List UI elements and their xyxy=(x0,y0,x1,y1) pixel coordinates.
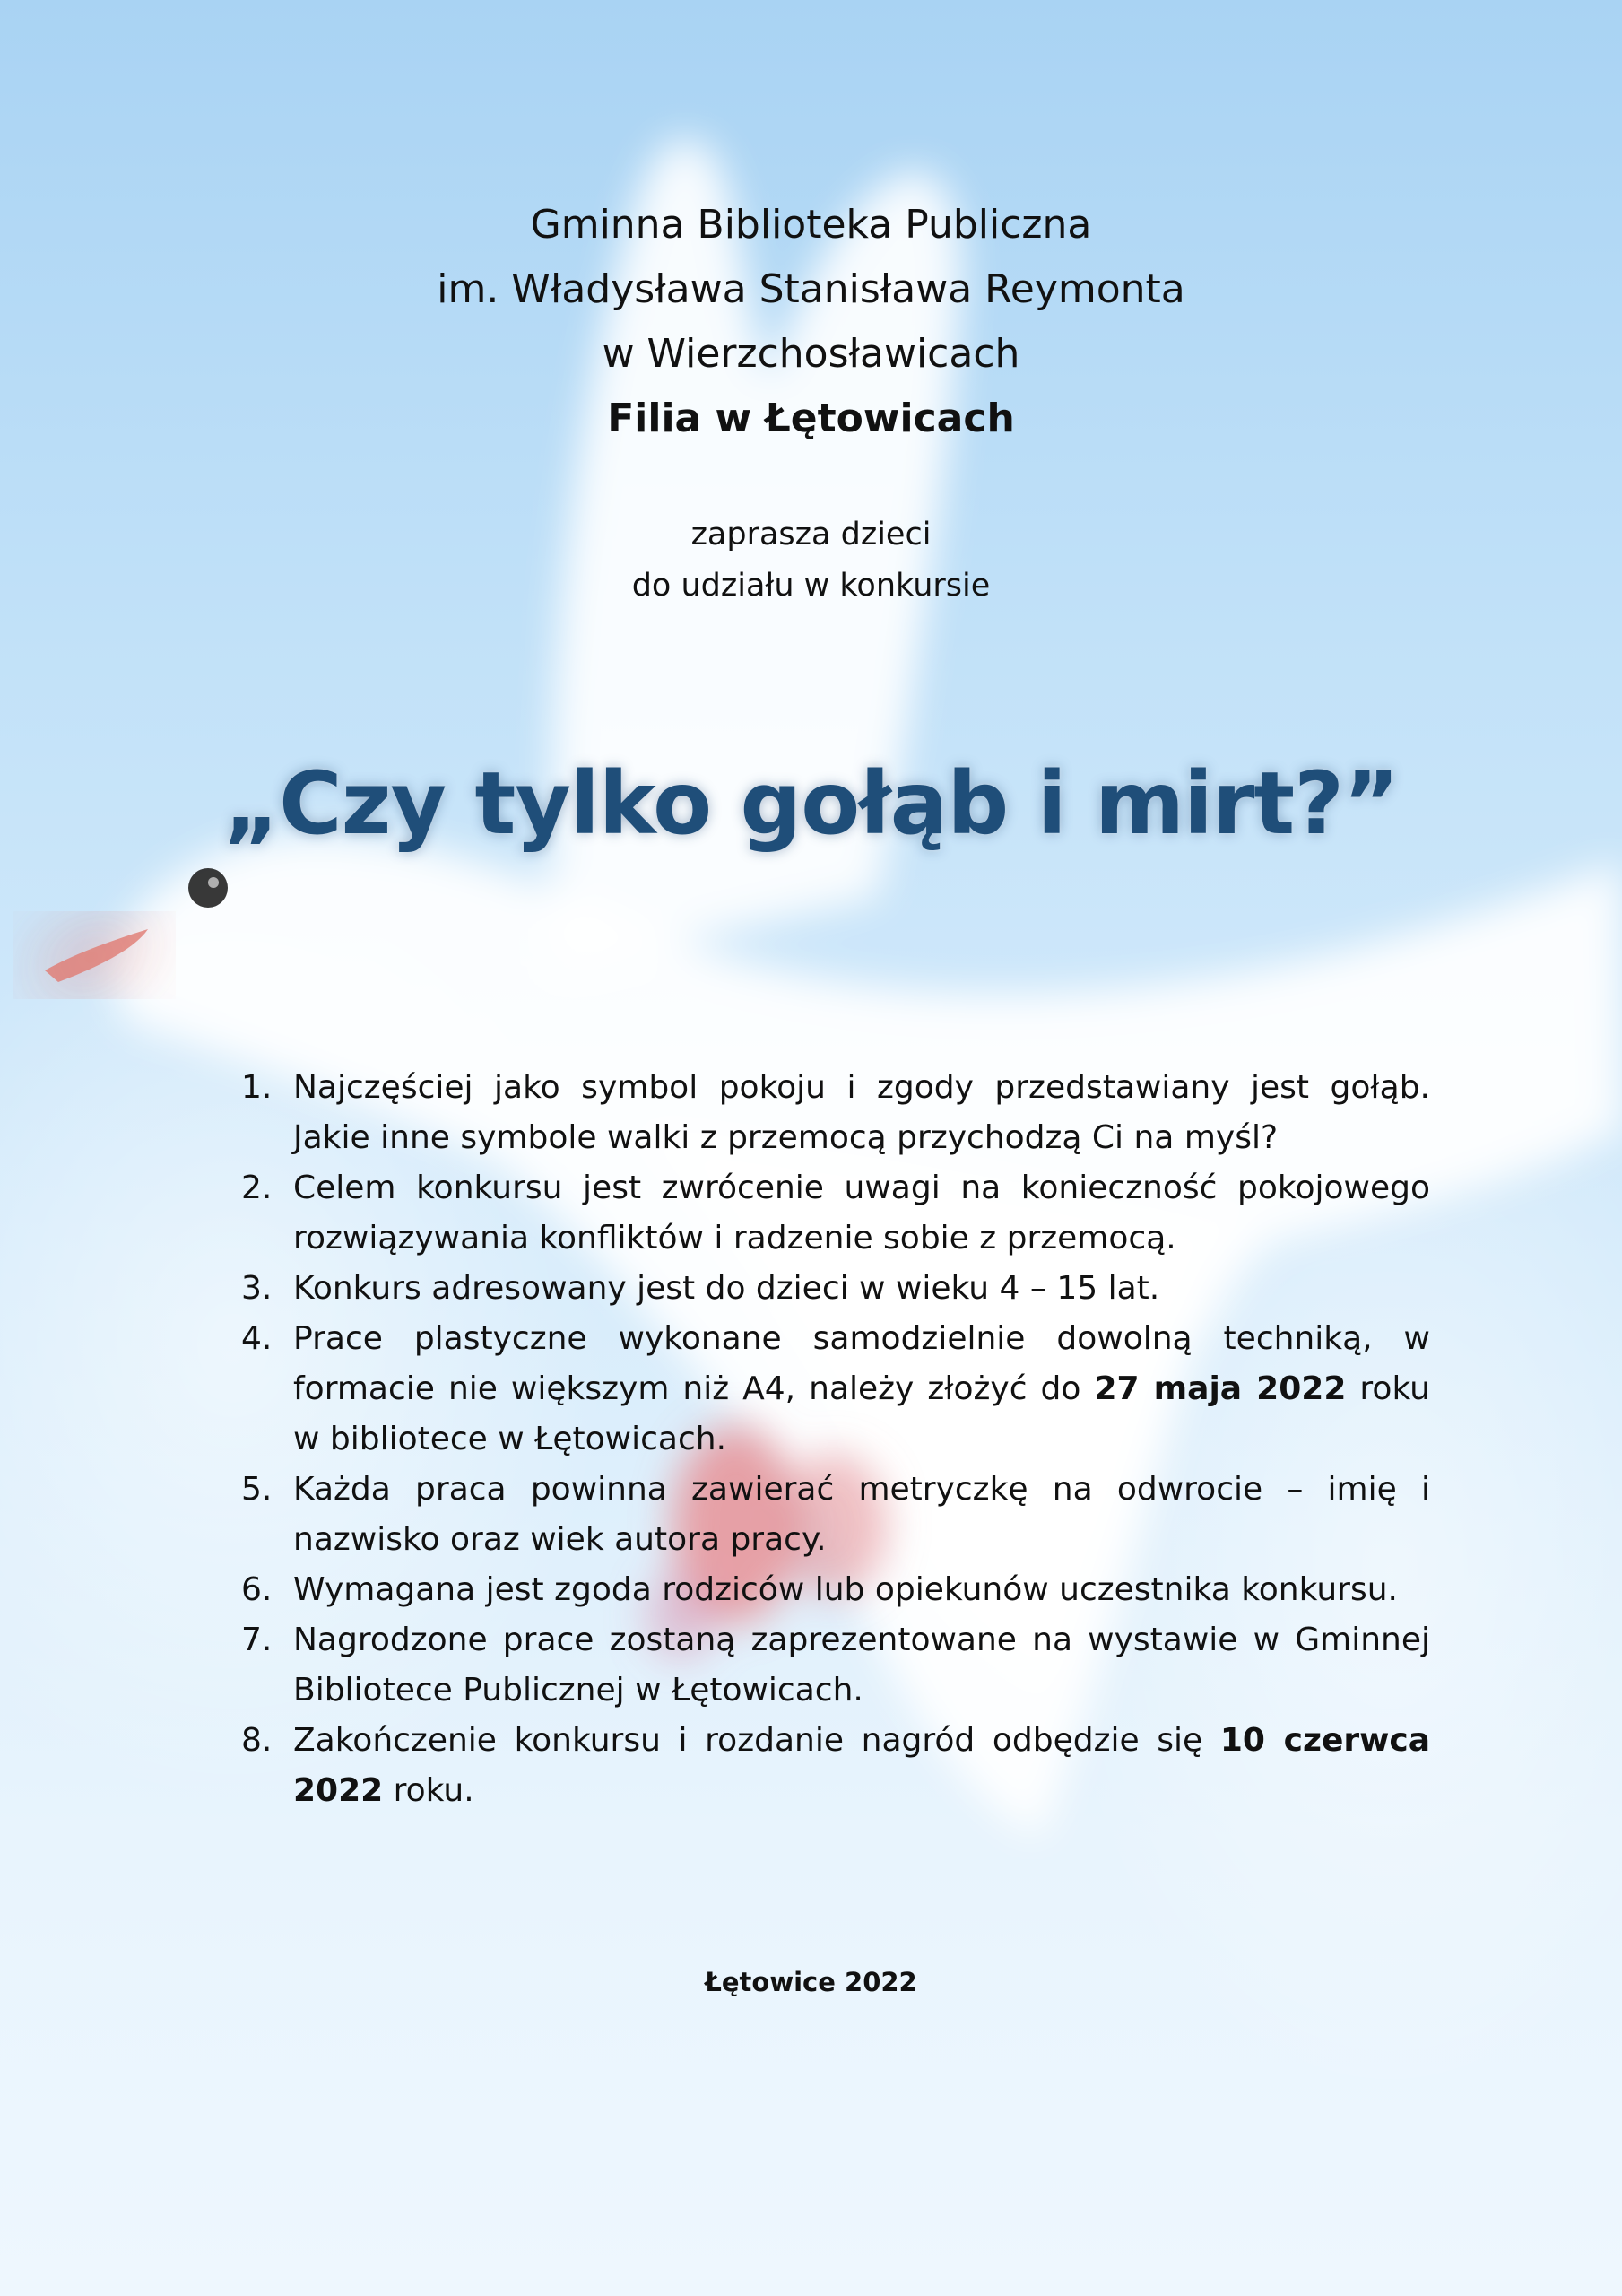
rule-text: Nagrodzone prace zostaną zaprezentowane na wystawie w Gminnej Bibliotece Publicznej w Łętowicach. xyxy=(293,1622,1430,1709)
deadline-date: 27 maja 2022 xyxy=(1094,1370,1347,1407)
rule-item xyxy=(229,1314,1430,1465)
invitation-text xyxy=(0,509,1622,612)
rule-text: Konkurs adresowany jest do dzieci w wieku 4 – 15 lat. xyxy=(293,1270,1160,1307)
rule-text-pre: Prace plastyczne wykonane samodzielnie dowolną techniką, w formacie nie większym niż A4, należy złożyć do xyxy=(293,1320,1430,1407)
rule-text: Każda praca powinna zawierać metryczkę na odwrocie – imię i nazwisko oraz wiek autora pracy. xyxy=(293,1471,1430,1558)
dove-eye xyxy=(188,868,228,908)
ceremony-date: 10 czerwca 2022 xyxy=(293,1722,1431,1809)
rule-text: Wymagana jest zgoda rodziców lub opiekunów uczestnika konkursu. xyxy=(293,1571,1398,1608)
rule-item xyxy=(229,1264,1430,1314)
rules-list xyxy=(229,1063,1430,1816)
rule-item xyxy=(229,1063,1430,1163)
invite-line-2: do udziału w konkursie xyxy=(631,568,991,604)
rule-text: Najczęściej jako symbol pokoju i zgody przedstawiany jest gołąb. Jakie inne symbole walki z przemocą przychodzą Ci na myśl? xyxy=(293,1069,1430,1156)
rule-number: 3. xyxy=(241,1270,273,1307)
rule-number: 1. xyxy=(241,1069,273,1106)
rule-item xyxy=(229,1615,1430,1716)
invite-line-1: zaprasza dzieci xyxy=(690,517,932,552)
rule-item xyxy=(229,1465,1430,1565)
library-location: w Wierzchosławicach xyxy=(602,331,1020,377)
rule-text-post: roku w bibliotece w Łętowicach. xyxy=(293,1370,1430,1457)
rule-item xyxy=(229,1565,1430,1615)
rule-number: 4. xyxy=(241,1320,273,1357)
rule-number: 7. xyxy=(241,1622,273,1658)
library-name: Gminna Biblioteka Publiczna xyxy=(530,202,1092,248)
footer-place-year: Łętowice 2022 xyxy=(705,1967,917,1997)
rule-number: 6. xyxy=(241,1571,273,1608)
library-patron: im. Władysława Stanisława Reymonta xyxy=(437,266,1185,312)
rule-number: 2. xyxy=(241,1170,273,1206)
library-branch: Filia w Łętowicach xyxy=(607,396,1015,441)
rule-text: Celem konkursu jest zwrócenie uwagi na konieczność pokojowego rozwiązywania konfliktów i radzenie sobie z przemocą. xyxy=(293,1170,1430,1257)
rule-text-post: roku. xyxy=(383,1772,474,1809)
contest-title: „Czy tylko gołąb i mirt?” xyxy=(223,753,1399,854)
rule-text-pre: Zakończenie konkursu i rozdanie nagród odbędzie się xyxy=(293,1722,1220,1759)
rule-number: 5. xyxy=(241,1471,273,1508)
rule-item xyxy=(229,1163,1430,1264)
dove-eye-highlight xyxy=(208,877,219,888)
library-header xyxy=(0,193,1622,451)
rule-number: 8. xyxy=(241,1722,273,1759)
rule-item xyxy=(229,1716,1430,1816)
